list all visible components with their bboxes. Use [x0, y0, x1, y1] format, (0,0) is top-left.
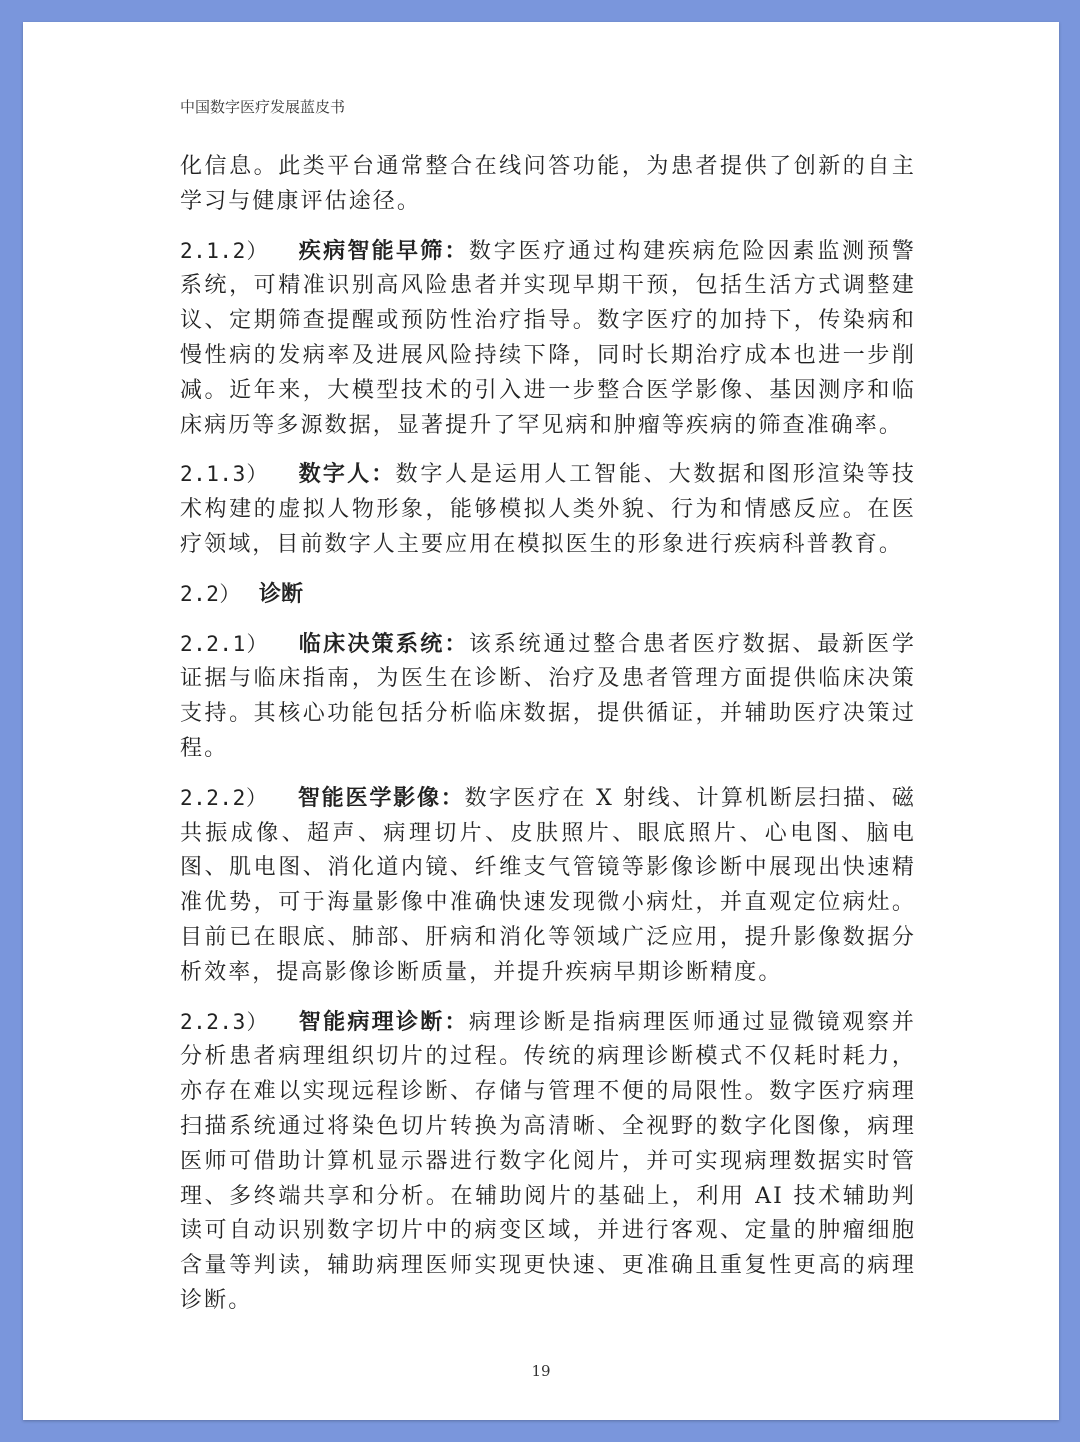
section-text: 数字医疗在 X 射线、计算机断层扫描、磁共振成像、超声、病理切片、皮肤照片、眼底照片、心电图、脑电图、肌电图、消化道内镜、纤维支气管镜等影像诊断中展现出快速精准优势，可于海量影像中准确快速发现微小病灶，并直观定位病灶。目前已在眼底、肺部、肝病和消化等领域广泛应用，提升影像数据分析效率，提高影像诊断质量，并提升疾病早期诊断精度。 [180, 785, 916, 985]
page-number: 19 [531, 1362, 551, 1380]
section-term: 智能医学影像： [297, 785, 465, 811]
section-text: 该系统通过整合患者医疗数据、最新医学证据与临床指南，为医生在诊断、治疗及患者管理方面提供临床决策支持。其核心功能包括分析临床数据，提供循证，并辅助医疗决策过程。 [180, 631, 916, 761]
section-2-2-heading [180, 577, 916, 613]
section-text: 病理诊断是指病理医师通过显微镜观察并分析患者病理组织切片的过程。传统的病理诊断模式不仅耗时耗力，亦存在难以实现远程诊断、存储与管理不便的局限性。数字医疗病理扫描系统通过将染色切片转换为高清晰、全视野的数字化图像，病理医师可借助计算机显示器进行数字化阅片，并可实现病理数据实时管理、多终端共享和分析。在辅助阅片的基础上，利用 AI 技术辅助判读可自动识别数字切片中的病变区域，并进行客观、定量的肿瘤细胞含量等判读，辅助病理医师实现更快速、更准确且重复性更高的病理诊断。 [180, 1009, 916, 1313]
section-text: 数字人是运用人工智能、大数据和图形渲染等技术构建的虚拟人物形象，能够模拟人类外貌、行为和情感反应。在医疗领域，目前数字人主要应用在模拟医生的形象进行疾病科普教育。 [180, 462, 916, 557]
section-2-1-3 [180, 457, 916, 562]
section-2-1-2 [180, 234, 916, 444]
section-2-2-3 [180, 1005, 916, 1319]
document-page [23, 22, 1059, 1420]
section-number: 2.1.2） [180, 238, 269, 263]
section-2-2-2 [180, 781, 916, 991]
section-number: 2.2.2） [180, 785, 268, 810]
page-content [180, 150, 916, 1333]
section-number: 2.2.3） [180, 1009, 269, 1034]
section-term: 智能病理诊断： [298, 1009, 469, 1035]
intro-paragraph: 化信息。此类平台通常整合在线问答功能，为患者提供了创新的自主学习与健康评估途径。 [180, 154, 916, 214]
section-term: 临床决策系统： [298, 631, 469, 657]
section-number: 2.2.1） [180, 631, 269, 656]
running-header: 中国数字医疗发展蓝皮书 [180, 98, 346, 116]
section-text: 数字医疗通过构建疾病危险因素监测预警系统，可精准识别高风险患者并实现早期干预，包括生活方式调整建议、定期筛查提醒或预防性治疗指导。数字医疗的加持下，传染病和慢性病的发病率及进展风险持续下降，同时长期治疗成本也进一步削减。近年来，大模型技术的引入进一步整合医学影像、基因测序和临床病历等多源数据，显著提升了罕见病和肿瘤等疾病的筛查准确率。 [180, 238, 916, 438]
section-title: 诊断 [258, 581, 303, 607]
section-number: 2.2） [180, 581, 241, 606]
section-number: 2.1.3） [180, 462, 269, 487]
section-term: 数字人： [298, 462, 396, 488]
section-2-2-1 [180, 627, 916, 767]
section-term: 疾病智能早筛： [298, 238, 469, 264]
